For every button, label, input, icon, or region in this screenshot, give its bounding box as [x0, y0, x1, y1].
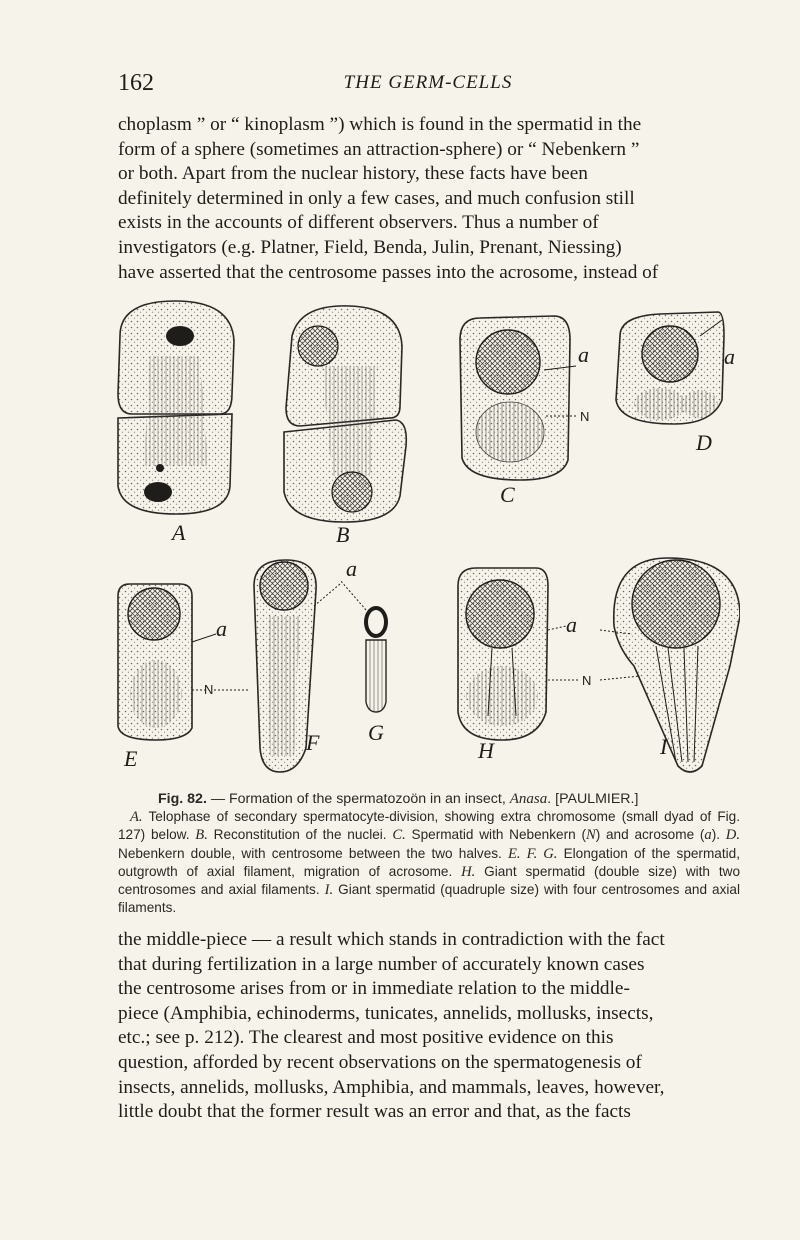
caption-taxon: Anasa — [509, 791, 548, 807]
caption-entry-key: E. F. G. — [507, 845, 558, 862]
panel-d-cell — [616, 312, 724, 424]
panel-c-nebenkern-pointer: N — [580, 409, 590, 424]
caption-body — [118, 808, 740, 917]
panel-f-cell — [254, 560, 340, 772]
panel-h-nebenkern-pointer: N — [582, 673, 592, 688]
text-line: the middle-piece — a result which stands in contradiction with the fact — [118, 929, 665, 950]
caption-title-text: — Formation of the spermatozoön in an insect, — [206, 791, 510, 807]
panel-label-e: E — [124, 746, 138, 771]
caption-entry-text: Reconstitution of the nuclei. — [207, 827, 393, 843]
top-paragraph — [118, 113, 740, 285]
panel-label-d: D — [696, 430, 712, 455]
text-line: form of a sphere (sometimes an attraction-sphere) or “ Nebenkern ” — [118, 138, 640, 160]
panel-e-acrosome-pointer: a — [216, 616, 227, 641]
panel-g-cell — [340, 580, 386, 712]
caption-attribution: [PAULMIER.] — [555, 791, 639, 807]
panel-label-f: F — [306, 730, 320, 755]
caption-title-tail: . — [547, 791, 552, 807]
panel-label-i: I — [660, 734, 668, 759]
panel-label-b: B — [336, 522, 350, 547]
text-line: that during fertilization in a large number of accurately known cases — [118, 953, 645, 975]
panel-h-acrosome-pointer: a — [566, 612, 577, 637]
caption-entry-key: D. — [725, 827, 740, 844]
caption-entry-key: B. — [195, 827, 208, 844]
panel-c-acrosome-pointer: a — [578, 342, 589, 367]
figure-illustration — [100, 296, 740, 776]
panel-g-acrosome-pointer: a — [346, 556, 357, 581]
caption-entry-key: I. — [324, 882, 334, 899]
caption-entry-text: Spermatid with Nebenkern ( — [405, 827, 586, 843]
figure-82 — [100, 296, 740, 776]
text-line: little doubt that the former result was an error and that, as the facts — [118, 1101, 631, 1123]
caption-entry-text: Nebenkern double, with centrosome between the two halves. — [118, 845, 508, 861]
panel-label-c: C — [500, 482, 515, 507]
text-line: etc.; see p. 212). The clearest and most positive evidence on this — [118, 1027, 614, 1049]
text-line: the centrosome arises from or in immediate relation to the middle- — [118, 978, 630, 1000]
text-line: have asserted that the centrosome passes into the acrosome, instead of — [118, 261, 659, 283]
text-line: question, afforded by recent observations on the spermatogenesis of — [118, 1051, 642, 1073]
panel-label-h: H — [478, 738, 494, 763]
figure-caption — [118, 790, 740, 917]
panel-d-acrosome-pointer: a — [724, 344, 735, 369]
text-line: exists in the accounts of different observers. Thus a number of — [118, 212, 599, 234]
caption-title — [118, 790, 740, 808]
caption-entry-key: C. — [392, 827, 406, 844]
bottom-paragraph — [118, 928, 740, 1125]
caption-entry-text: ). — [711, 827, 726, 843]
panel-i-cell — [600, 558, 740, 772]
text-line: insects, annelids, mollusks, Amphibia, and mammals, leaves, however, — [118, 1076, 665, 1098]
text-line: definitely determined in only a few cases, and much confusion still — [118, 187, 635, 209]
panel-e-nebenkern-pointer: N — [204, 682, 214, 697]
running-head: THE GERM-CELLS — [343, 72, 513, 93]
caption-entry-text: ) and acrosome ( — [595, 827, 705, 843]
page-header — [118, 70, 738, 100]
caption-entry-key: H. — [461, 863, 476, 880]
caption-entry-text: Telophase of secondary spermatocyte-division, showing extra chromosome (small dyad of Fig. 127) below. — [118, 809, 740, 843]
panel-h-cell — [458, 568, 578, 740]
caption-entry-text: Elongation of the spermatid, outgrowth of axial filament, migration of acrosome. — [118, 845, 740, 879]
text-line: investigators (e.g. Platner, Field, Benda, Julin, Prenant, Niessing) — [118, 236, 622, 258]
caption-entry-key: a — [704, 827, 712, 844]
page-number: 162 — [118, 70, 154, 96]
caption-entry-key: N — [585, 827, 596, 844]
caption-figure-number: Fig. 82. — [158, 791, 207, 807]
panel-b-cell — [284, 306, 406, 522]
caption-entry-key: A. — [130, 809, 143, 826]
panel-a-cell — [118, 301, 234, 514]
panel-e-cell — [118, 584, 216, 740]
caption-entry-text: Giant spermatid (quadruple size) with four centrosomes and axial filaments. — [118, 882, 740, 916]
panel-label-g: G — [368, 720, 384, 745]
text-line: piece (Amphibia, echinoderms, tunicates, annelids, mollusks, insects, — [118, 1002, 654, 1024]
panel-label-a: A — [172, 520, 186, 545]
panel-c-cell — [460, 316, 578, 480]
text-line: choplasm ” or “ kinoplasm ”) which is found in the spermatid in the — [118, 114, 642, 135]
caption-entry-text: Giant spermatid (double size) with two centrosomes and axial filaments. — [118, 863, 741, 898]
text-line: or both. Apart from the nuclear history, these facts have been — [118, 163, 588, 185]
